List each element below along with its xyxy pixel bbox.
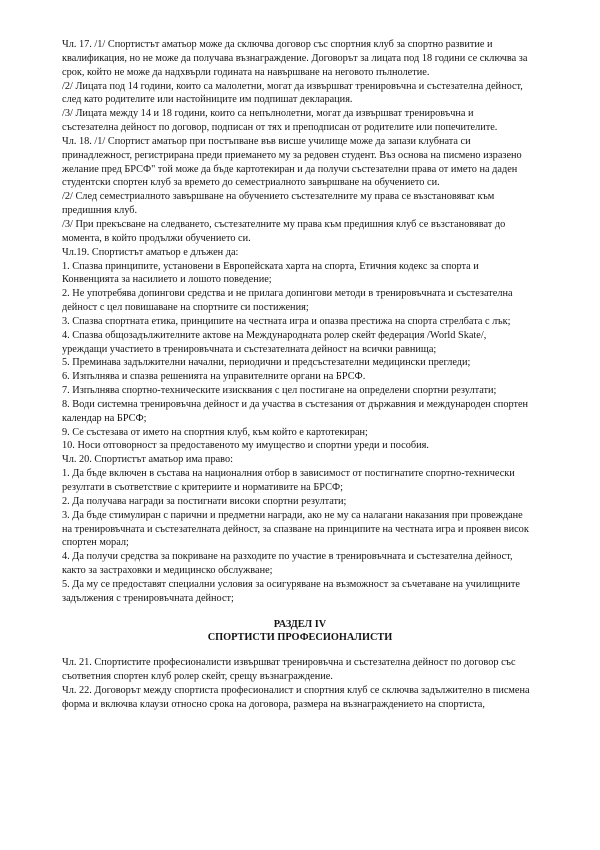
text-line: след като родителите или настойниците им подпишат декларация.: [62, 94, 353, 106]
text-line: Чл. 21. Спортистите професионалисти извършват тренировъчна и състезателна дейност по договор със: [62, 657, 516, 669]
articles-21-22: [62, 656, 560, 711]
text-line: 3. Спазва спортната етика, принципите на честната игра и опазва престижа на спорта стрелбата с лък;: [62, 315, 511, 327]
section-title: СПОРТИСТИ ПРОФЕСИОНАЛИСТИ: [207, 632, 393, 644]
text-line: /2/ Лицата под 14 години, които са малолетни, могат да извършват тренировъчна и състезателна дейност,: [62, 80, 523, 92]
text-line: 2. Не употребява допингови средства и не прилага допингови методи в тренировъчната и състезателна: [62, 288, 513, 300]
text-line: уреждащи участието в тренировъчната и състезателната дейност на всички равнища;: [62, 343, 437, 355]
text-line: /3/ При прекъсване на следването, състезателните му права към предишния клуб се възстановяват до: [62, 218, 506, 230]
text-line: 9. Се състезава от името на спортния клуб, към който е картотекиран;: [62, 426, 368, 438]
text-line: на тренировъчната и състезателната дейност, за спазване на принципите на честната игра и проявен висок: [62, 523, 529, 535]
text-line: 2. Да получава награди за постигнати високи спортни резултати;: [62, 495, 347, 507]
text-line: 4. Спазва общозадължителните актове на Международната ролер скейт федерация /World Skate/,: [62, 329, 487, 341]
text-line: квалификация, но не може да получава възнаграждение. Договорът за лицата под 18 години се сключва за: [62, 52, 528, 64]
text-line: Чл.19. Спортистът аматьор е длъжен да:: [62, 246, 239, 258]
text-line: задължения с тренировъчната дейност;: [62, 592, 234, 604]
text-line: студентски спортен клуб за времето до семестриалното завършване на обучението си.: [62, 177, 440, 189]
text-line: 5. Преминава задължителни начални, периодични и предсъстезателни медицински прегледи;: [62, 357, 471, 369]
text-line: срок, който не може да надхвърли годината на навършване на неговото пълнолетие.: [62, 66, 430, 78]
text-line: 10. Носи отговорност за предоставеното му имущество и спортни уреди и пособия.: [62, 440, 429, 452]
text-line: Чл. 18. /1/ Спортист аматьор при постъпване във висше училище може да запази клубната си: [62, 135, 471, 147]
articles-17-20: [62, 38, 560, 606]
text-line: момента, в който продължи обучението си.: [62, 232, 251, 244]
text-line: съответния спортен клуб ролер скейт, срещу възнаграждение.: [62, 671, 333, 683]
text-line: спортен морал;: [62, 537, 129, 549]
text-line: /2/ След семестриалното завършване на обучението състезателните му права се възстановяват към: [62, 191, 495, 203]
text-line: Конвенцията за насилието и лошото поведение;: [62, 274, 272, 286]
text-line: резултати в съответствие с критериите и нормативите на БРСФ;: [62, 482, 343, 493]
text-line: предишния клуб.: [62, 205, 138, 217]
text-line: 5. Да му се предоставят специални условия за осигуряване на възможност за съчетаване на училищните: [62, 578, 520, 590]
text-line: дейност с цел повишаване на спортните си постижения;: [62, 302, 309, 314]
section-number: РАЗДЕЛ IV: [273, 618, 327, 630]
text-line: Чл. 20. Спортистът аматьор има право:: [62, 454, 233, 466]
text-line: принадлежност, регистрирана преди приемането му за редовен студент. Въз основа на писмено изразено: [62, 149, 522, 161]
text-line: Чл. 22. Договорът между спортиста професионалист и спортния клуб се сключва задължително в писмена: [62, 684, 530, 696]
text-line: /3/ Лицата между 14 и 18 години, които са непълнолетни, могат да извършват тренировъчна и: [62, 108, 474, 120]
text-line: 1. Да бъде включен в състава на националния отбор в зависимост от постигнатите спортно-технически: [62, 468, 515, 480]
text-line: 3. Да бъде стимулиран с парични и предметни награди, ако не му са налагани наказания при провеждане: [62, 509, 523, 521]
text-line: 1. Спазва принципите, установени в Европейската харта на спорта, Етичния кодекс за спорта и: [62, 260, 479, 272]
text-line: Чл. 17. /1/ Спортистът аматьор може да сключва договор със спортния клуб за спортно развитие и: [62, 39, 493, 50]
text-line: желание пред БРСФ" той може да бъде картотекиран и да получи състезателни права от името на даден: [62, 163, 518, 175]
text-line: форма и включва клаузи относно срока на договора, размера на възнаграждението на спортиста,: [62, 698, 485, 710]
text-line: 7. Изпълнява спортно-техническите изисквания с цел постигане на определени спортни резултати;: [62, 385, 497, 397]
text-line: 6. Изпълнява и спазва решенията на управителните органи на БРСФ.: [62, 371, 366, 383]
text-line: състезателна дейност по договор, подписан от тях и преподписан от родителите или попечителите.: [62, 122, 498, 134]
text-line: 4. Да получи средства за покриване на разходите по участие в тренировъчната и състезателна дейност,: [62, 551, 513, 563]
text-line: както за застраховки и медицинско обслужване;: [62, 565, 273, 577]
text-line: 8. Води системна тренировъчна дейност и да участва в състезания от държавния и международен спортен: [62, 398, 529, 410]
text-line: календар на БРСФ;: [62, 412, 147, 424]
